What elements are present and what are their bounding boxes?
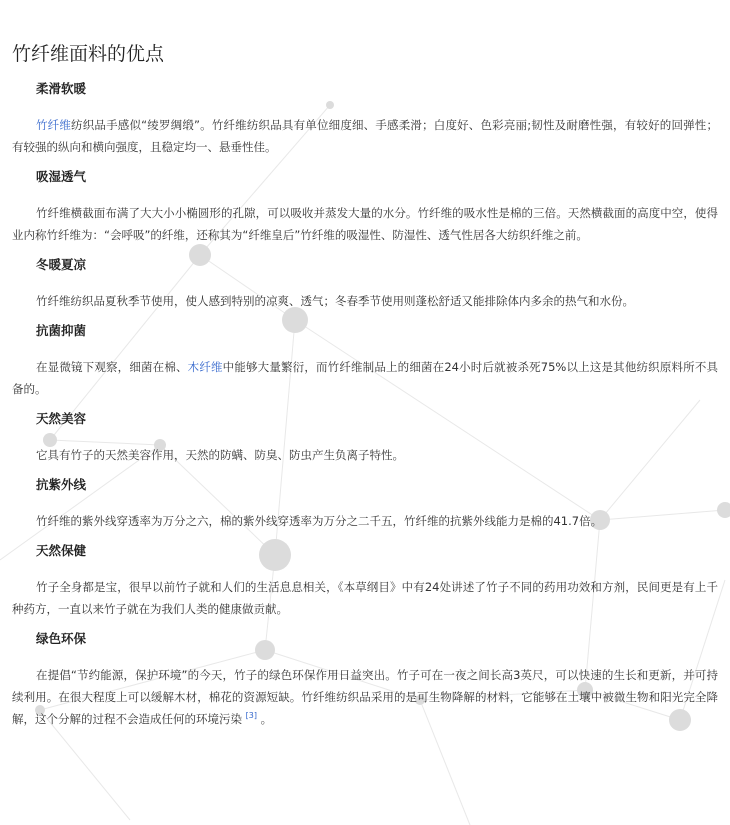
wood-fiber-link[interactable]: 木纤维 (187, 360, 223, 374)
section-heading: 天然保健 (36, 543, 87, 558)
section-heading: 天然美容 (36, 411, 87, 426)
section-paragraph: 在显微镜下观察，细菌在棉、木纤维中能够大量繁衍，而竹纤维制品上的细菌在24小时后就被杀死75%以上这是其他纺织原料所不具备的。 (12, 360, 719, 396)
section-heading: 吸湿透气 (36, 169, 87, 184)
section-anti-uv (12, 476, 718, 532)
section-heading: 冬暖夏凉 (36, 257, 87, 272)
section-paragraph: 竹纤维横截面布满了大大小小椭圆形的孔隙，可以吸收并蒸发大量的水分。竹纤维的吸水性是棉的三倍。天然横截面的高度中空，使得业内称竹纤维为：“会呼吸”的纤维，还称其为“纤维皇后”竹纤维的吸湿性、防湿性、透气性居各大纺织纤维之前。 (12, 206, 718, 242)
section-heading: 柔滑软暖 (36, 81, 87, 96)
section-paragraph: 竹纤维纺织品手感似“绫罗绸缎”。竹纤维纺织品具有单位细度细、手感柔滑；白度好、色彩亮丽;韧性及耐磨性强，有较好的回弹性；有较强的纵向和横向强度，且稳定均一、悬垂性佳。 (12, 118, 718, 154)
section-soft-warm (12, 80, 718, 158)
section-heading: 绿色环保 (36, 631, 87, 646)
section-warm-cool (12, 256, 718, 312)
section-heading: 抗紫外线 (36, 477, 87, 492)
section-paragraph: 在提倡“节约能源，保护环境”的今天，竹子的绿色环保作用日益突出。竹子可在一夜之间长高3英尺，可以快速的生长和更新，并可持续利用。在很大程度上可以缓解木材，棉花的资源短缺。竹纤维纺织品采用的是可生物降解的材料，它能够在土壤中被微生物和阳光完全降解，这个分解的过程不会造成任何的环境污染 [3] 。 (12, 668, 718, 726)
citation-link[interactable]: [3] (245, 711, 257, 721)
section-paragraph: 竹纤维的紫外线穿透率为万分之六，棉的紫外线穿透率为万分之二千五，竹纤维的抗紫外线能力是棉的41.7倍。 (36, 514, 603, 528)
section-moisture-breathable (12, 168, 718, 246)
section-natural-beauty (12, 410, 718, 466)
section-natural-health (12, 542, 718, 620)
page-title: 竹纤维面料的优点 (12, 43, 165, 65)
section-antibacterial (12, 322, 718, 400)
section-eco-friendly (12, 630, 718, 730)
section-heading: 抗菌抑菌 (36, 323, 87, 338)
section-paragraph: 竹纤维纺织品夏秋季节使用，使人感到特别的凉爽、透气；冬春季节使用则蓬松舒适又能排除体内多余的热气和水份。 (36, 294, 634, 308)
section-paragraph: 它具有竹子的天然美容作用，天然的防螨、防臭、防虫产生负离子特性。 (36, 448, 404, 462)
section-paragraph: 竹子全身都是宝，很早以前竹子就和人们的生活息息相关，《本草纲目》中有24处讲述了竹子不同的药用功效和方剂，民间更是有上千种药方，一直以来竹子就在为我们人类的健康做贡献。 (12, 580, 718, 616)
bamboo-fiber-link[interactable]: 竹纤维 (36, 118, 72, 132)
